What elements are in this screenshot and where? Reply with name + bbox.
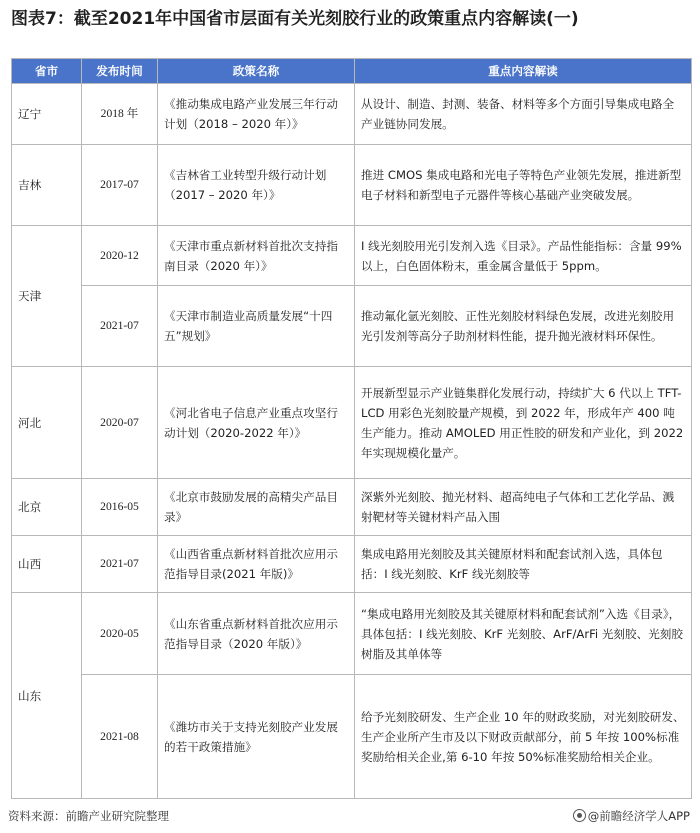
policy-name-cell: 《潍坊市关于支持光刻胶产业发展的若干政策措施》 [158, 675, 355, 799]
content-cell: 深紫外光刻胶、抛光材料、超高纯电子气体和工艺化学品、溅射靶材等关键材料产品入围 [355, 479, 692, 536]
table-row [12, 593, 692, 675]
brand-credit [573, 808, 690, 824]
date-cell: 2021-08 [82, 675, 158, 799]
province-cell: 吉林 [12, 145, 82, 226]
date-cell: 2016-05 [82, 479, 158, 536]
policy-name-cell: 《北京市鼓励发展的高精尖产品目录》 [158, 479, 355, 536]
table-row [12, 145, 692, 226]
date-cell: 2017-07 [82, 145, 158, 226]
content-cell: 给予光刻胶研发、生产企业 10 年的财政奖励，对光刻胶研发、生产企业所产生市及以下财政贡献部分，前 5 年按 100%标准奖励给相关企业,第 6-10 年按 50%标准奖励给相关企业。 [355, 675, 692, 799]
content-cell: 推动氟化氩光刻胶、正性光刻胶材料绿色发展，改进光刻胶用光引发剂等高分子助剂材料性能，提升抛光液材料环保性。 [355, 286, 692, 367]
brand-credit-text: @前瞻经济学人APP [587, 809, 690, 823]
policy-name-cell: 《天津市重点新材料首批次支持指南目录（2020 年）》 [158, 226, 355, 286]
province-cell: 天津 [12, 226, 82, 367]
date-cell: 2018 年 [82, 84, 158, 145]
policy-name-cell: 《山西省重点新材料首批次应用示范指导目录(2021 年版)》 [158, 536, 355, 593]
table-row [12, 286, 692, 367]
source-note: 资料来源：前瞻产业研究院整理 [8, 809, 169, 823]
table-row [12, 367, 692, 479]
date-cell: 2021-07 [82, 286, 158, 367]
content-cell: 开展新型显示产业链集群化发展行动，持续扩大 6 代以上 TFT-LCD 用彩色光刻胶量产规模，到 2022 年，形成年产 400 吨生产能力。推动 AMOLED 用正性胶的研发和产业化，到 2022 年实现规模化量产。 [355, 367, 692, 479]
table-row [12, 479, 692, 536]
date-cell: 2021-07 [82, 536, 158, 593]
date-cell: 2020-12 [82, 226, 158, 286]
province-cell: 辽宁 [12, 84, 82, 145]
date-cell: 2020-05 [82, 593, 158, 675]
header-province: 省市 [12, 59, 82, 84]
table-row [12, 675, 692, 799]
province-cell: 山东 [12, 593, 82, 799]
policy-name-cell: 《山东省重点新材料首批次应用示范指导目录（2020 年版）》 [158, 593, 355, 675]
province-cell: 北京 [12, 479, 82, 536]
policy-name-cell: 《推动集成电路产业发展三年行动计划（2018 – 2020 年）》 [158, 84, 355, 145]
content-cell: I 线光刻胶用光引发剂入选《目录》。产品性能指标：含量 99%以上，白色固体粉末，重金属含量低于 5ppm。 [355, 226, 692, 286]
table-header-row [12, 59, 692, 84]
brand-logo-icon [573, 809, 586, 822]
date-cell: 2020-07 [82, 367, 158, 479]
content-cell: “集成电路用光刻胶及其关键原材料和配套试剂”入选《目录》，具体包括：I 线光刻胶、KrF 光刻胶、ArF/ArFi 光刻胶、光刻胶树脂及其单体等 [355, 593, 692, 675]
province-cell: 山西 [12, 536, 82, 593]
content-cell: 推进 CMOS 集成电路和光电子等特色产业领先发展，推进新型电子材料和新型电子元器件等核心基础产业突破发展。 [355, 145, 692, 226]
chart-title: 图表7：截至2021年中国省市层面有关光刻胶行业的政策重点内容解读(一) [11, 9, 579, 29]
table-row [12, 226, 692, 286]
policy-name-cell: 《吉林省工业转型升级行动计划（2017 – 2020 年）》 [158, 145, 355, 226]
table-row [12, 536, 692, 593]
policy-table [11, 58, 692, 799]
header-key-content: 重点内容解读 [355, 59, 692, 84]
policy-name-cell: 《河北省电子信息产业重点攻坚行动计划（2020-2022 年）》 [158, 367, 355, 479]
content-cell: 从设计、制造、封测、装备、材料等多个方面引导集成电路全产业链协同发展。 [355, 84, 692, 145]
table-row [12, 84, 692, 145]
content-cell: 集成电路用光刻胶及其关键原材料和配套试剂入选，具体包括：I 线光刻胶、KrF 线光刻胶等 [355, 536, 692, 593]
header-date: 发布时间 [82, 59, 158, 84]
policy-name-cell: 《天津市制造业高质量发展“十四五”规划》 [158, 286, 355, 367]
header-policy-name: 政策名称 [158, 59, 355, 84]
province-cell: 河北 [12, 367, 82, 479]
